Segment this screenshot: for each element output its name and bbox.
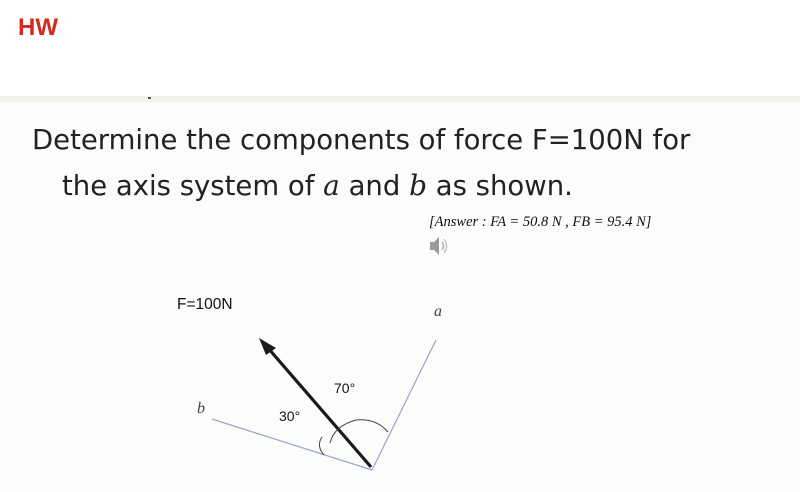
axis-b-symbol: b [409,169,427,202]
axis-b-label: b [197,400,205,417]
axis-a-label: a [434,303,442,320]
angle-arc-30 [319,437,324,455]
force-label: F=100N [177,296,233,313]
axis-b-line [212,419,372,470]
problem-line-2-middle: and [339,170,410,202]
angle-30-label: 30° [279,408,301,424]
hw-heading: HW [18,14,58,41]
axis-a-line [372,340,436,470]
angle-70-label: 70° [334,380,356,396]
problem-line-2-prefix: the axis system of [62,170,324,202]
problem-line-1: Determine the components of force F=100N for [32,124,691,156]
axis-a-symbol: a [323,169,340,202]
problem-line-2-suffix: as shown. [427,170,573,202]
answer-text: [Answer : FA = 50.8 N , FB = 95.4 N] [429,214,652,230]
